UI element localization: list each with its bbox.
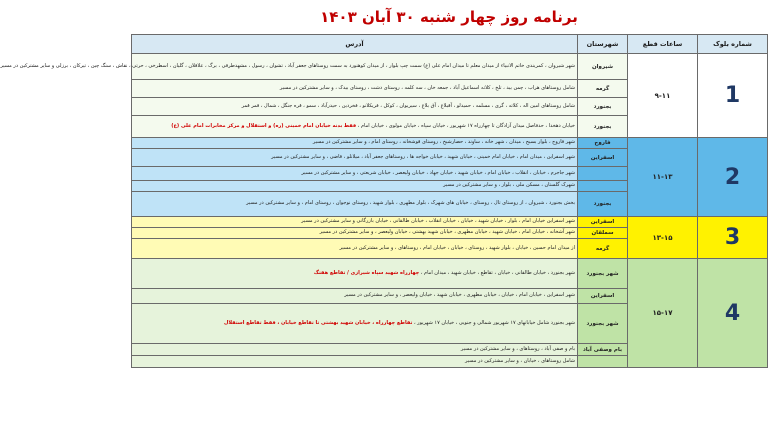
page-title: برنامه روز چهار شنبه ۳۰ آبان ۱۴۰۳ (320, 8, 578, 26)
address-cell (132, 192, 578, 217)
address-cell (132, 167, 578, 181)
table-header-row (132, 35, 768, 54)
city-cell: بام وصفی آباد (578, 344, 628, 356)
outage-hours: ۹-۱۱ (628, 54, 698, 138)
outage-hours: ۱۵-۱۷ (628, 259, 698, 368)
header-hours: ساعات قطع (628, 35, 698, 54)
address-cell (132, 181, 578, 192)
city-cell: سملقان (578, 228, 628, 239)
address-text: شامل روستاهای هراب ، چمن بید ، تلخ ، کلاته اسماعیل آباد ، جمعه خان ، سه کلمه ، روستای دشت ، روستای بیدک ، و سایر مشترکین در مسیر (279, 84, 575, 91)
block-number: 2 (698, 138, 768, 217)
table-body (0, 54, 768, 368)
city-cell: اسفراین (578, 217, 628, 228)
address-highlight: چهارراه شهید سپاه شیرازی / تقاطع هفتگ (313, 269, 420, 276)
address-text: شهر اسفراین ، خیابان امام ، خیابان ، خیابان مطهری ، خیابان شهید ، خیابان ولیعصر ، و سایر مشترکین در مسیر (344, 292, 575, 299)
address-cell (132, 259, 578, 289)
address-text: شهر آشخانه ، خیابان امام ، خیابان شهید ، خیابان مطهری ، خیابان شهید بهشتی ، خیابان ولیعصر ، و سایر مشترکین در مسیر (319, 229, 575, 236)
address-cell (132, 304, 578, 344)
address-highlight: تقاطع چهارراه ، خیابان شهید بهشتی تا تقاطع خیابان ، فقط تقاطع استقلال (224, 319, 413, 326)
outage-hours: ۱۱-۱۳ (628, 138, 698, 217)
address-cell (132, 138, 578, 149)
address-text: شهر شیروان ، کمربندی خاتم الانبیاء از میدان معلم تا میدان امام علی (ع) سمت چپ بلوار ، از میدان کوهنورد به سمت روستاهای جعفر آباد ، تشوان ، رسول ، مشهدطرقی ، برگ ، علاقلان ، گلیان ، اسطرخی ، حرتی ، نقاش ، سنگ چین ، تیرکان ، برزلی و سایر مشترکین در مسیر (0, 62, 575, 69)
address-cell (132, 239, 578, 259)
address-text: بخش بجنورد ، شیروان ، از روستای تال ، روستای ، خیابان های شهرک ، بلوار مطهری ، بلوار شهید ، روستای نوجوان ، روستای امام ، و سایر مشترکین در مسیر (246, 200, 575, 207)
address-text: شامل روستاهای ، خیابان ، و سایر مشترکین در مسیر (465, 357, 575, 364)
city-cell: اسفراین (578, 289, 628, 304)
address-text: از میدان امام حسین ، خیابان ، بلوار شهید ، روستای ، خیابان ، خیابان امام ، روستاهای ، و سایر مشترکین در مسیر (339, 244, 575, 251)
block-number: 3 (698, 217, 768, 259)
city-cell: اسفراین (578, 149, 628, 167)
address-text: شهر اسفراین ، میدان امام ، خیابان امام خمینی ، خیابان شهید ، خیابان خواجه ها ، روستاهای جعفر آباد ، میلانلو ، قاضی ، و سایر مشترکین در مسیر (271, 153, 575, 160)
city-cell (578, 167, 628, 181)
block-number: 4 (698, 259, 768, 368)
city-cell (578, 181, 628, 192)
address-highlight: فقط بدنه خیابان امام خمینی (ره) و استقلال و مرکز مخابرات امام علی (ع) (171, 122, 357, 129)
address-text: خیابان دهخدا ، حدفاصل میدان آزادگان تا چهارراه ۱۷ شهریور ، خیابان سپاه ، خیابان مولوی ، خیابان امام ، (356, 122, 575, 129)
city-cell: شهر بجنورد (578, 304, 628, 344)
city-cell: فاروج (578, 138, 628, 149)
address-cell (132, 149, 578, 167)
address-text: شهر جاجرم ، خیابان ، انقلاب ، خیابان امام ، خیابان شهید ، خیابان جهاد ، خیابان ولیعصر ، خیابان شریعتی ، و سایر مشترکین در مسیر (301, 169, 575, 176)
city-cell: گرمه (578, 80, 628, 98)
city-cell: بجنورد (578, 192, 628, 217)
city-cell: بجنورد (578, 98, 628, 116)
header-address: آدرس (132, 35, 578, 54)
address-text: بام و صفی آباد ، روستاهای ، و سایر مشترکین در مسیر (460, 345, 575, 352)
city-cell: شهر بجنورد (578, 259, 628, 289)
header-city: شهرستان (578, 35, 628, 54)
outage-hours: ۱۳-۱۵ (628, 217, 698, 259)
address-cell (132, 217, 578, 228)
table-row (132, 217, 768, 228)
table-row (132, 138, 768, 149)
address-cell (132, 344, 578, 356)
address-cell (132, 80, 578, 98)
address-cell (132, 228, 578, 239)
table-row (132, 259, 768, 289)
address-cell (132, 289, 578, 304)
address-cell (0, 54, 578, 80)
city-cell: بجنورد (578, 116, 628, 138)
address-text: شهر بجنورد شامل خیابانهای ۱۷ شهریور شمالی و جنوبی ، خیابان ۱۷ شهریور ، (412, 319, 575, 326)
address-text: شهر فاروج ، بلوار بسیج ، میدان ، شهر خانه ، ساوند ، حصارشیخ ، روستای قوشخانه ، روستای امام ، و سایر مشترکین در مسیر (312, 139, 575, 146)
header-block: شماره بلوک (698, 35, 768, 54)
table-row (132, 54, 768, 80)
block-number: 1 (698, 54, 768, 138)
address-text: شامل روستاهای امین اله ، کلاته ، گری ، مسلمه ، حمیدلو ، آقبلاغ ، آق بلاغ ، سیریوان ، کوکل ، فریکلانو ، فخردین ، حیدرآباد ، سمو ، قره جنگل ، شمال ، قمر قمر (241, 102, 575, 109)
address-cell (132, 116, 578, 138)
outage-schedule-table (0, 34, 768, 368)
city-cell: گرمه (578, 239, 628, 259)
address-text: شهر اسفراین خیابان امام ، بلوار ، خیابان شهید ، خیابان ، خیابان انقلاب ، خیابان طالقانی ، خیابان بازرگانی و سایر مشترکین در مسیر (301, 218, 575, 225)
address-text: شهر بجنورد ، خیابان طالقانی ، خیابان ، تقاطع ، خیابان شهید ، میدان امام ، (419, 269, 575, 276)
city-cell (578, 356, 628, 368)
city-cell: شیروان (578, 54, 628, 80)
address-text: شهرک گلستان ، مسکن ملی ، بلوار ، و سایر مشترکین در مسیر (443, 182, 575, 189)
address-cell (132, 98, 578, 116)
address-cell (132, 356, 578, 368)
